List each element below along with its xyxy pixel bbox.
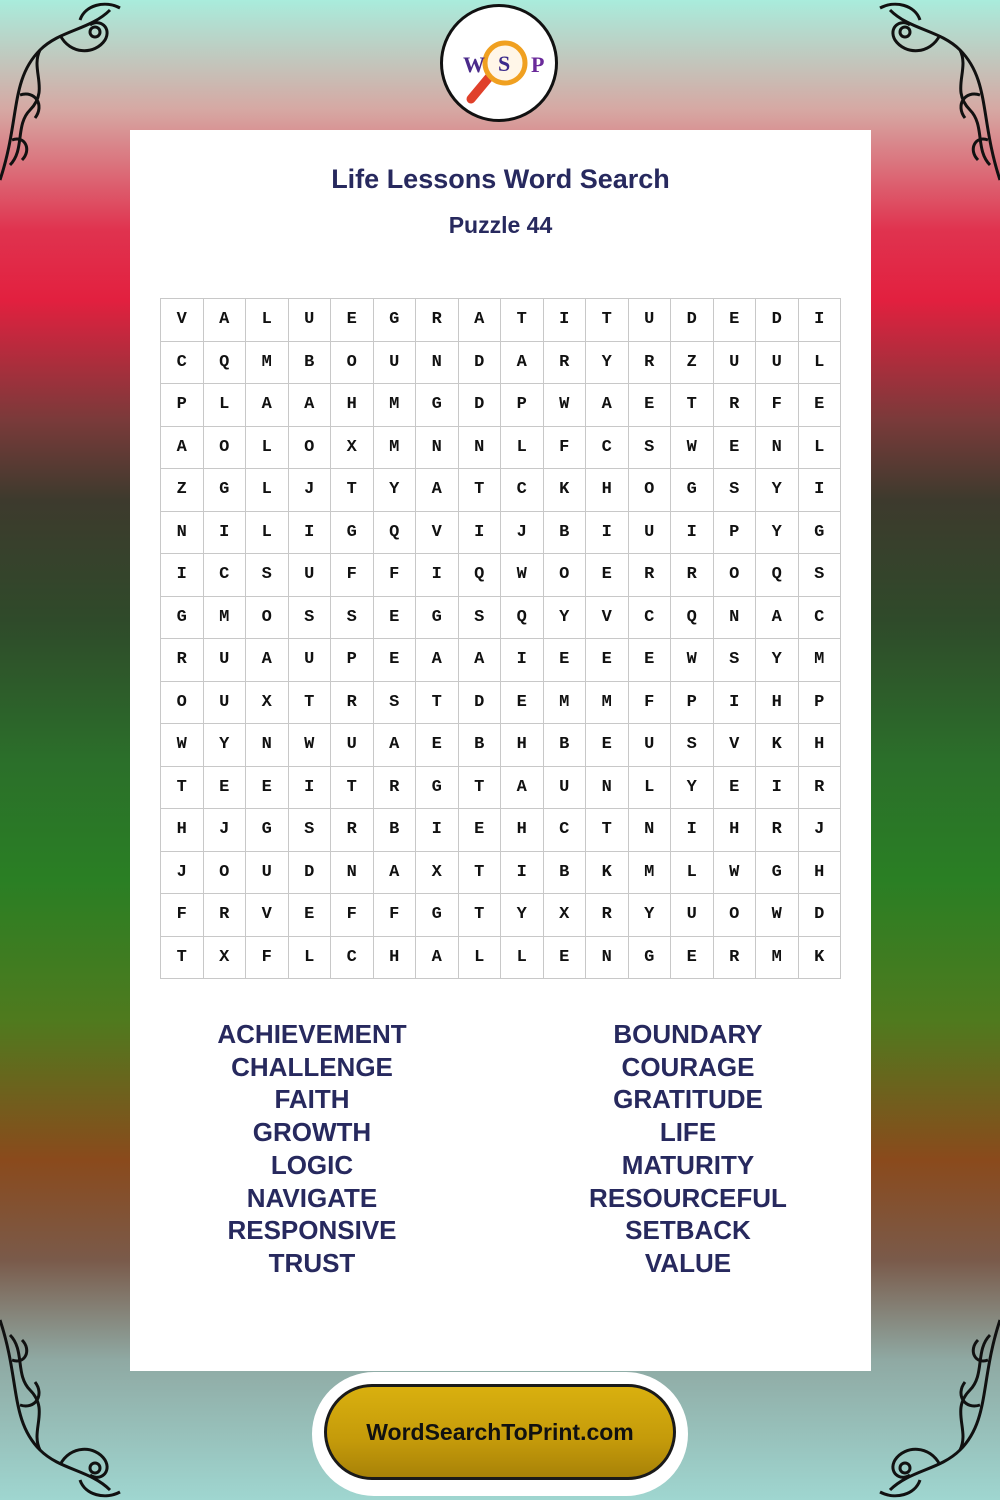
grid-cell[interactable]: E	[501, 682, 544, 725]
grid-cell[interactable]: G	[416, 767, 459, 810]
grid-cell[interactable]: A	[161, 427, 204, 470]
grid-cell[interactable]: H	[161, 809, 204, 852]
grid-cell[interactable]: L	[671, 852, 714, 895]
grid-cell[interactable]: H	[501, 809, 544, 852]
grid-cell[interactable]: E	[671, 937, 714, 980]
word-list-item: GROWTH	[252, 1117, 372, 1148]
footer-badge	[312, 1372, 688, 1496]
grid-cell[interactable]: E	[586, 554, 629, 597]
grid-cell[interactable]: R	[714, 937, 757, 980]
grid-cell[interactable]: E	[374, 597, 417, 640]
grid-cell[interactable]: F	[161, 894, 204, 937]
grid-cell[interactable]: N	[246, 724, 289, 767]
grid-cell[interactable]: T	[459, 894, 502, 937]
grid-cell[interactable]: W	[671, 427, 714, 470]
grid-cell[interactable]: G	[416, 894, 459, 937]
grid-cell[interactable]: S	[629, 427, 672, 470]
grid-cell[interactable]: U	[331, 724, 374, 767]
grid-cell[interactable]: X	[331, 427, 374, 470]
grid-cell[interactable]: O	[204, 852, 247, 895]
grid-cell[interactable]: A	[459, 299, 502, 342]
grid-cell[interactable]: Y	[756, 469, 799, 512]
grid-cell[interactable]: X	[204, 937, 247, 980]
puzzle-sheet	[130, 130, 871, 1371]
grid-cell[interactable]: T	[459, 852, 502, 895]
grid-cell[interactable]: A	[416, 639, 459, 682]
grid-cell[interactable]: Q	[671, 597, 714, 640]
grid-cell[interactable]: M	[246, 342, 289, 385]
grid-cell[interactable]: S	[459, 597, 502, 640]
grid-cell[interactable]: A	[416, 469, 459, 512]
grid-cell[interactable]: F	[331, 894, 374, 937]
grid-cell[interactable]: G	[246, 809, 289, 852]
grid-cell[interactable]: F	[756, 384, 799, 427]
grid-cell[interactable]: I	[459, 512, 502, 555]
grid-cell[interactable]: O	[714, 894, 757, 937]
grid-cell[interactable]: D	[756, 299, 799, 342]
grid-cell[interactable]: D	[799, 894, 842, 937]
grid-cell[interactable]: M	[204, 597, 247, 640]
grid-cell[interactable]: I	[501, 639, 544, 682]
word-list-item: RESPONSIVE	[227, 1215, 397, 1246]
grid-cell[interactable]: E	[714, 299, 757, 342]
grid-cell[interactable]: O	[544, 554, 587, 597]
grid-cell[interactable]: K	[544, 469, 587, 512]
grid-cell[interactable]: I	[501, 852, 544, 895]
grid-cell[interactable]: R	[799, 767, 842, 810]
word-list-item: FAITH	[274, 1084, 350, 1115]
grid-cell[interactable]: C	[501, 469, 544, 512]
grid-cell[interactable]: M	[799, 639, 842, 682]
word-list-item: GRATITUDE	[613, 1084, 763, 1115]
grid-cell[interactable]: J	[289, 469, 332, 512]
website-link-button[interactable]: WordSearchToPrint.com	[324, 1384, 676, 1480]
corner-ornament-bottom-left	[0, 1310, 150, 1500]
grid-cell[interactable]: Y	[629, 894, 672, 937]
grid-cell[interactable]: A	[416, 937, 459, 980]
grid-cell[interactable]: C	[799, 597, 842, 640]
grid-cell[interactable]: J	[204, 809, 247, 852]
grid-cell[interactable]: S	[289, 809, 332, 852]
grid-cell[interactable]: T	[459, 469, 502, 512]
grid-cell[interactable]: X	[416, 852, 459, 895]
grid-cell[interactable]: S	[331, 597, 374, 640]
grid-cell[interactable]: O	[629, 469, 672, 512]
grid-cell[interactable]: H	[331, 384, 374, 427]
grid-cell[interactable]: L	[799, 427, 842, 470]
grid-cell[interactable]: X	[246, 682, 289, 725]
grid-cell[interactable]: L	[204, 384, 247, 427]
grid-cell[interactable]: Q	[374, 512, 417, 555]
grid-cell[interactable]: E	[331, 299, 374, 342]
grid-cell[interactable]: C	[629, 597, 672, 640]
grid-cell[interactable]: F	[331, 554, 374, 597]
grid-cell[interactable]: H	[799, 724, 842, 767]
grid-cell[interactable]: H	[586, 469, 629, 512]
word-list-item: LIFE	[659, 1117, 717, 1148]
grid-cell[interactable]: I	[671, 512, 714, 555]
grid-cell[interactable]: Y	[374, 469, 417, 512]
grid-cell[interactable]: A	[459, 639, 502, 682]
grid-cell[interactable]: Y	[756, 512, 799, 555]
grid-cell[interactable]: T	[671, 384, 714, 427]
word-list-item: VALUE	[644, 1247, 732, 1278]
grid-cell[interactable]: R	[161, 639, 204, 682]
grid-cell[interactable]: B	[544, 512, 587, 555]
grid-cell[interactable]: L	[246, 299, 289, 342]
grid-cell[interactable]: O	[246, 597, 289, 640]
grid-cell[interactable]: Z	[671, 342, 714, 385]
grid-cell[interactable]: E	[544, 639, 587, 682]
page-title: Life Lessons Word Search	[331, 164, 670, 194]
grid-cell[interactable]: E	[586, 724, 629, 767]
grid-cell[interactable]: U	[629, 512, 672, 555]
grid-cell[interactable]: W	[501, 554, 544, 597]
grid-cell[interactable]: V	[416, 512, 459, 555]
magnifier-icon	[443, 7, 555, 119]
grid-cell[interactable]: F	[629, 682, 672, 725]
grid-cell[interactable]: M	[374, 384, 417, 427]
grid-cell[interactable]: G	[756, 852, 799, 895]
grid-cell[interactable]: S	[671, 724, 714, 767]
grid-cell[interactable]: O	[331, 342, 374, 385]
grid-cell[interactable]: M	[374, 427, 417, 470]
word-list-item: MATURITY	[621, 1149, 755, 1180]
grid-cell[interactable]: R	[416, 299, 459, 342]
grid-cell[interactable]: E	[289, 894, 332, 937]
grid-cell[interactable]: Q	[204, 342, 247, 385]
grid-cell[interactable]: A	[586, 384, 629, 427]
word-list-item: ACHIEVEMENT	[217, 1019, 407, 1049]
grid-cell[interactable]: W	[544, 384, 587, 427]
grid-cell[interactable]: U	[289, 639, 332, 682]
grid-cell[interactable]: R	[629, 554, 672, 597]
grid-cell[interactable]: I	[289, 767, 332, 810]
grid-cell[interactable]: E	[714, 427, 757, 470]
grid-cell[interactable]: R	[756, 809, 799, 852]
grid-cell[interactable]: D	[459, 682, 502, 725]
grid-cell[interactable]: R	[544, 342, 587, 385]
grid-cell[interactable]: D	[459, 384, 502, 427]
grid-cell[interactable]: F	[374, 894, 417, 937]
grid-cell[interactable]: G	[161, 597, 204, 640]
logo-letter-p: P	[531, 52, 545, 77]
grid-cell[interactable]: O	[714, 554, 757, 597]
grid-cell[interactable]: L	[246, 427, 289, 470]
grid-cell[interactable]: S	[374, 682, 417, 725]
grid-cell[interactable]: B	[289, 342, 332, 385]
grid-cell[interactable]: A	[374, 852, 417, 895]
grid-cell[interactable]: M	[586, 682, 629, 725]
puzzle-number: Puzzle 44	[448, 212, 553, 238]
grid-cell[interactable]: M	[629, 852, 672, 895]
word-list-item: CHALLENGE	[231, 1051, 393, 1082]
grid-cell[interactable]: G	[799, 512, 842, 555]
grid-cell[interactable]: I	[799, 469, 842, 512]
grid-cell[interactable]: T	[586, 299, 629, 342]
grid-cell[interactable]: O	[161, 682, 204, 725]
grid-cell[interactable]: F	[544, 427, 587, 470]
grid-cell[interactable]: C	[586, 427, 629, 470]
grid-cell[interactable]: K	[799, 937, 842, 980]
grid-cell[interactable]: O	[289, 427, 332, 470]
grid-cell[interactable]: T	[289, 682, 332, 725]
grid-cell[interactable]: C	[161, 342, 204, 385]
grid-cell[interactable]: U	[204, 639, 247, 682]
grid-cell[interactable]: E	[374, 639, 417, 682]
grid-cell[interactable]: K	[756, 724, 799, 767]
grid-cell[interactable]: I	[416, 554, 459, 597]
grid-cell[interactable]: U	[714, 342, 757, 385]
grid-cell[interactable]: T	[501, 299, 544, 342]
grid-cell[interactable]: U	[629, 724, 672, 767]
grid-cell[interactable]: B	[544, 724, 587, 767]
grid-cell[interactable]: R	[331, 682, 374, 725]
grid-cell[interactable]: T	[161, 767, 204, 810]
grid-cell[interactable]: I	[544, 299, 587, 342]
grid-cell[interactable]: R	[629, 342, 672, 385]
grid-cell[interactable]: U	[544, 767, 587, 810]
corner-ornament-top-left	[0, 0, 150, 190]
grid-cell[interactable]: I	[756, 767, 799, 810]
grid-cell[interactable]: W	[289, 724, 332, 767]
word-list-right	[538, 1018, 838, 1280]
grid-cell[interactable]: L	[246, 512, 289, 555]
grid-cell[interactable]: T	[161, 937, 204, 980]
grid-cell[interactable]: E	[204, 767, 247, 810]
grid-cell[interactable]: P	[331, 639, 374, 682]
grid-cell[interactable]: L	[289, 937, 332, 980]
grid-cell[interactable]: D	[289, 852, 332, 895]
grid-cell[interactable]: A	[374, 724, 417, 767]
grid-cell[interactable]: Y	[544, 597, 587, 640]
grid-cell[interactable]: M	[756, 937, 799, 980]
grid-cell[interactable]: I	[799, 299, 842, 342]
logo-letter-s: S	[498, 51, 511, 76]
corner-ornament-bottom-right	[850, 1310, 1000, 1500]
grid-cell[interactable]: G	[671, 469, 714, 512]
grid-cell[interactable]: E	[629, 384, 672, 427]
grid-cell[interactable]: U	[289, 554, 332, 597]
grid-cell[interactable]: V	[714, 724, 757, 767]
grid-cell[interactable]: G	[629, 937, 672, 980]
grid-cell[interactable]: P	[671, 682, 714, 725]
grid-cell[interactable]: R	[714, 384, 757, 427]
grid-cell[interactable]: R	[671, 554, 714, 597]
grid-cell[interactable]: I	[671, 809, 714, 852]
grid-cell[interactable]: V	[246, 894, 289, 937]
grid-cell[interactable]: U	[756, 342, 799, 385]
grid-cell[interactable]: Q	[756, 554, 799, 597]
word-list-item: BOUNDARY	[613, 1019, 763, 1049]
grid-cell[interactable]: L	[501, 937, 544, 980]
grid-cell[interactable]: R	[331, 809, 374, 852]
word-list-item: COURAGE	[621, 1051, 755, 1082]
word-list-item: TRUST	[268, 1247, 356, 1278]
grid-cell[interactable]: G	[374, 299, 417, 342]
grid-cell[interactable]: S	[714, 639, 757, 682]
word-search-grid	[160, 298, 841, 979]
grid-cell[interactable]: Y	[756, 639, 799, 682]
grid-cell[interactable]: V	[161, 299, 204, 342]
grid-cell[interactable]: P	[799, 682, 842, 725]
grid-cell[interactable]: L	[629, 767, 672, 810]
grid-cell[interactable]: W	[671, 639, 714, 682]
grid-cell[interactable]: F	[374, 554, 417, 597]
grid-cell[interactable]: H	[799, 852, 842, 895]
grid-cell[interactable]: I	[289, 512, 332, 555]
grid-cell[interactable]: Y	[204, 724, 247, 767]
grid-cell[interactable]: A	[246, 384, 289, 427]
grid-cell[interactable]: E	[246, 767, 289, 810]
grid-cell[interactable]: G	[331, 512, 374, 555]
grid-cell[interactable]: E	[544, 937, 587, 980]
grid-cell[interactable]: G	[204, 469, 247, 512]
grid-cell[interactable]: U	[289, 299, 332, 342]
grid-cell[interactable]: E	[459, 809, 502, 852]
grid-cell[interactable]: N	[416, 427, 459, 470]
grid-cell[interactable]: H	[756, 682, 799, 725]
grid-cell[interactable]: H	[374, 937, 417, 980]
grid-cell[interactable]: G	[416, 384, 459, 427]
grid-cell[interactable]: U	[246, 852, 289, 895]
grid-cell[interactable]: Z	[161, 469, 204, 512]
grid-cell[interactable]: B	[459, 724, 502, 767]
grid-cell[interactable]: N	[629, 809, 672, 852]
grid-cell[interactable]: X	[544, 894, 587, 937]
grid-cell[interactable]: A	[204, 299, 247, 342]
grid-cell[interactable]: T	[331, 767, 374, 810]
grid-cell[interactable]: U	[374, 342, 417, 385]
grid-cell[interactable]: S	[289, 597, 332, 640]
wsp-logo[interactable]	[440, 4, 558, 122]
grid-cell[interactable]: I	[161, 554, 204, 597]
grid-cell[interactable]: R	[586, 894, 629, 937]
grid-cell[interactable]: Y	[586, 342, 629, 385]
grid-cell[interactable]: Q	[459, 554, 502, 597]
grid-cell[interactable]: N	[586, 767, 629, 810]
grid-cell[interactable]: N	[714, 597, 757, 640]
grid-cell[interactable]: N	[331, 852, 374, 895]
grid-cell[interactable]: P	[501, 384, 544, 427]
grid-cell[interactable]: I	[714, 682, 757, 725]
grid-cell[interactable]: B	[374, 809, 417, 852]
grid-cell[interactable]: N	[756, 427, 799, 470]
grid-cell[interactable]: J	[501, 512, 544, 555]
grid-cell[interactable]: A	[756, 597, 799, 640]
grid-cell[interactable]: N	[459, 427, 502, 470]
grid-cell[interactable]: S	[714, 469, 757, 512]
grid-cell[interactable]: N	[586, 937, 629, 980]
grid-cell[interactable]: E	[629, 639, 672, 682]
grid-cell[interactable]: E	[586, 639, 629, 682]
logo-letter-w: W	[463, 52, 485, 77]
grid-cell[interactable]: B	[544, 852, 587, 895]
grid-cell[interactable]: L	[799, 342, 842, 385]
grid-cell[interactable]: L	[501, 427, 544, 470]
grid-cell[interactable]: Q	[501, 597, 544, 640]
grid-cell[interactable]: J	[799, 809, 842, 852]
grid-cell[interactable]: I	[586, 512, 629, 555]
grid-cell[interactable]: W	[161, 724, 204, 767]
grid-cell[interactable]: C	[204, 554, 247, 597]
corner-ornament-top-right	[850, 0, 1000, 190]
grid-cell[interactable]: T	[331, 469, 374, 512]
word-list-item: RESOURCEFUL	[589, 1182, 787, 1213]
grid-cell[interactable]: S	[246, 554, 289, 597]
grid-cell[interactable]: S	[799, 554, 842, 597]
grid-cell[interactable]: W	[756, 894, 799, 937]
grid-cell[interactable]: U	[629, 299, 672, 342]
grid-cell[interactable]: Y	[671, 767, 714, 810]
grid-cell[interactable]: P	[714, 512, 757, 555]
grid-cell[interactable]: E	[416, 724, 459, 767]
grid-cell[interactable]: T	[586, 809, 629, 852]
grid-cell[interactable]: U	[204, 682, 247, 725]
grid-cell[interactable]: H	[714, 809, 757, 852]
grid-cell[interactable]: R	[374, 767, 417, 810]
grid-cell[interactable]: C	[544, 809, 587, 852]
grid-cell[interactable]: T	[459, 767, 502, 810]
grid-cell[interactable]: A	[501, 767, 544, 810]
grid-cell[interactable]: U	[671, 894, 714, 937]
grid-cell[interactable]: I	[416, 809, 459, 852]
word-list-item: LOGIC	[270, 1149, 354, 1180]
grid-cell[interactable]: F	[246, 937, 289, 980]
grid-cell[interactable]: A	[289, 384, 332, 427]
grid-cell[interactable]: W	[714, 852, 757, 895]
word-list-left	[162, 1018, 462, 1280]
grid-cell[interactable]: E	[714, 767, 757, 810]
grid-cell[interactable]: A	[246, 639, 289, 682]
grid-cell[interactable]: I	[204, 512, 247, 555]
grid-cell[interactable]: E	[799, 384, 842, 427]
grid-cell[interactable]: L	[246, 469, 289, 512]
grid-cell[interactable]: D	[459, 342, 502, 385]
grid-cell[interactable]: C	[331, 937, 374, 980]
word-list-item: NAVIGATE	[246, 1182, 378, 1213]
grid-cell[interactable]: T	[416, 682, 459, 725]
grid-cell[interactable]: G	[416, 597, 459, 640]
grid-cell[interactable]: M	[544, 682, 587, 725]
grid-cell[interactable]: N	[161, 512, 204, 555]
grid-cell[interactable]: P	[161, 384, 204, 427]
grid-cell[interactable]: R	[204, 894, 247, 937]
grid-cell[interactable]: V	[586, 597, 629, 640]
grid-cell[interactable]: H	[501, 724, 544, 767]
grid-cell[interactable]: K	[586, 852, 629, 895]
word-list-item: SETBACK	[625, 1215, 751, 1246]
grid-cell[interactable]: O	[204, 427, 247, 470]
grid-cell[interactable]: A	[501, 342, 544, 385]
grid-cell[interactable]: J	[161, 852, 204, 895]
grid-cell[interactable]: L	[459, 937, 502, 980]
grid-cell[interactable]: Y	[501, 894, 544, 937]
grid-cell[interactable]: N	[416, 342, 459, 385]
grid-cell[interactable]: D	[671, 299, 714, 342]
